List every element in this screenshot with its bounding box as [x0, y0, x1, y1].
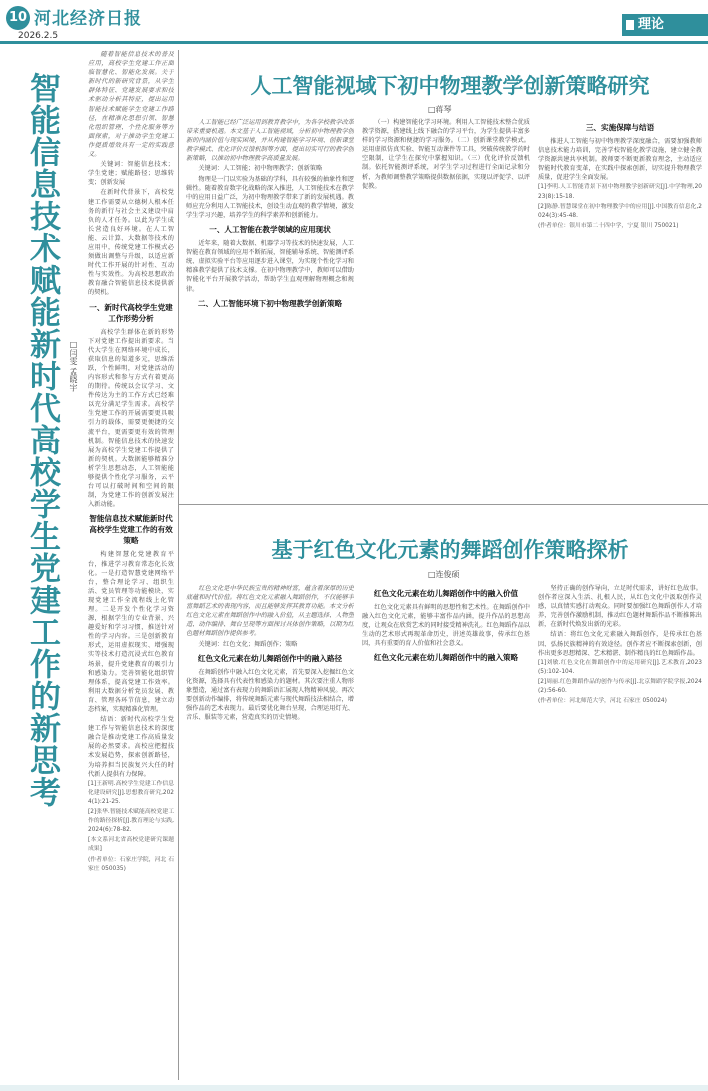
- left-ref-1: [1]王新明.高校学生党建工作信息化建设研究[J].思想教育研究,2024(1):21-25.: [88, 780, 174, 805]
- left-ref-3: [本文系河北省高校党建研究课题成果]: [88, 837, 174, 853]
- bottom-article-col2: [362, 584, 530, 1080]
- top-section1-title: 一、人工智能在教学领域的应用现状: [209, 225, 331, 235]
- bottom-article-col1: [186, 584, 354, 1080]
- top-section1-body: 近年来，随着大数据、机器学习等技术的快速发展，人工智能在教育领域的应用不断拓展，智能辅导系统、智能测评系统、虚拟实验平台等应用逐步进入课堂，为实现个性化学习和精准教学提供了技术支撑。在初中物理教学中，教师可以借助智能化平台开展教学活动，帮助学生直观理解物理概念和规律。: [186, 240, 354, 293]
- column-divider: [178, 50, 179, 1080]
- left-ref-2: [2]张华.智能技术赋能高校党建工作的路径探析[J].教育理论与实践,2024(6):78-82.: [88, 809, 174, 834]
- bottom-section3-title: 红色文化元素在幼儿舞蹈创作中的融入策略: [373, 653, 519, 663]
- top-ref-2: [2]陈静.智慧课堂在初中物理教学中的应用[J].中国教育信息化,2024(3):45-48.: [538, 203, 702, 219]
- bottom-section1-title: 红色文化元素在幼儿舞蹈创作中的融入价值: [373, 589, 519, 598]
- bottom-section2-title: 红色文化元素在幼儿舞蹈创作中的融入路径: [197, 653, 343, 663]
- left-article-author: □闫雯 孟晓宇: [69, 340, 78, 392]
- bottom-abstract: 红色文化是中华民族宝贵的精神财富，蕴含着深厚的历史底蕴和时代价值。将红色文化元素融入舞蹈创作，不仅能够丰富舞蹈艺术的表现内容，而且能够发挥其教育功能。本文分析红色文化元素在舞蹈创作中的融入价值，从主题选择、人物塑造、动作编排、舞台呈现等方面探讨具体创作策略，以期为红色题材舞蹈创作提供参考。: [186, 585, 354, 638]
- left-article-title: 智能信息技术赋能新时代高校学生党建工作的新思考: [24, 72, 60, 808]
- top-section2-title: 二、人工智能环境下初中物理教学创新策略: [197, 298, 343, 308]
- left-keywords: 关键词：智能信息技术；学生党建；赋能路径；思维转变；创新发展: [88, 161, 174, 187]
- bottom-section3-body: 坚持正确的创作导向，立足时代需求，讲好红色故事。创作者应深入生活、扎根人民，从红色文化中汲取创作灵感，以真情实感打动观众。同时要加强红色舞蹈创作人才培养，完善创作激励机制，推动红色题材舞蹈作品不断推陈出新，在新时代焕发出新的光彩。: [538, 585, 702, 629]
- left-intro: 在新时代背景下，高校党建工作需要从立德树人根本任务的新行与社会主义建设中肩负的人才任务。以此为学生成长营造良好环境。在人工智能、云计算、大数据等技术的应用中，传统党建工作模式必须做出调整与升级，以适应新时代工作开展的针对性、互动性与实效性。为高校思想政治教育融合智能信息技术提供新的契机。: [88, 189, 174, 297]
- top-article-title: 人工智能视域下初中物理教学创新策略研究: [250, 73, 650, 98]
- left-section1-title: 一、新时代高校学生党建工作形势分析: [89, 302, 173, 323]
- issue-date: 2026.2.5: [18, 31, 59, 41]
- top-keywords: 关键词：人工智能；初中物理教学；创新策略: [198, 165, 323, 173]
- left-ending: 结语：新时代高校学生党建工作与智能信息技术的深度融合是推动党建工作高质量发展的必然要求。高校应把握技术发展趋势，探索创新路径，为培养担当民族复兴大任的时代新人提供有力保障。: [88, 716, 174, 778]
- top-section3-title: 三、实施保障与结语: [585, 123, 655, 132]
- bottom-article-author: □连俊硕: [428, 570, 460, 579]
- bottom-article-col3: [538, 584, 702, 1080]
- top-article-col1: [186, 118, 354, 498]
- article-divider: [178, 504, 708, 505]
- page-number: 10: [6, 6, 30, 30]
- bottom-section1-body: 红色文化元素具有鲜明的思想性和艺术性。在舞蹈创作中融入红色文化元素，能够丰富作品内涵，提升作品的思想高度，让观众在欣赏艺术的同时接受精神洗礼。红色舞蹈作品以生动的艺术形式再现革命历史，讲述英雄故事，传承红色基因，具有重要的育人价值和社会意义。: [362, 604, 530, 648]
- left-section2-title: 智能信息技术赋能新时代高校学生党建工作的有效策略: [89, 514, 173, 546]
- masthead: 河北经济日报: [34, 9, 142, 29]
- top-intro: 物理是一门以实验为基础的学科，具有较强的抽象性和逻辑性。随着教育数字化战略的深入推进，人工智能技术在教学中的应用日益广泛，为初中物理教学带来了新的发展机遇。教师应充分利用人工智能技术，创设生动直观的教学情境，激发学生学习兴趣，培养学生的科学素养和创新能力。: [186, 175, 354, 219]
- bottom-article-title: 基于红色文化元素的舞蹈创作策略探析: [271, 537, 629, 562]
- left-article-col1: [88, 50, 174, 1080]
- top-ref-1: [1]李明.人工智能背景下初中物理教学创新研究[J].中学物理,2023(8):15-18.: [538, 184, 702, 200]
- top-article-col3: [538, 118, 702, 498]
- bottom-ending: 结语：将红色文化元素融入舞蹈创作，是传承红色基因、弘扬民族精神的有效途径。创作者应不断探索创新，创作出更多思想精深、艺术精湛、制作精良的红色舞蹈作品。: [538, 631, 702, 657]
- page-header: [0, 0, 708, 44]
- page-footer-band: [0, 1085, 708, 1091]
- bottom-ref-2: [2]周丽.红色舞蹈作品的创作与传承[J].北京舞蹈学院学报,2024(2):56-60.: [538, 678, 702, 695]
- top-section3-body: 推进人工智能与初中物理教学深度融合，需要加强教师信息技术能力培训，完善学校智能化教学设施，建立健全教学资源共建共享机制。教师要不断更新教育理念，主动适应智能时代教育变革，在实践中探索创新，切实提升物理教学质量，促进学生全面发展。: [538, 138, 702, 182]
- top-abstract: 人工智能已经广泛运用到教育教学中，为各学校教学改革带来重要机遇。本文基于人工智能视域，分析初中物理教学创新的内涵价值与现实困境，并从构建智能学习环境、创新课堂教学模式、优化评价反馈机制等方面，提出切实可行的教学创新策略，以推动初中物理教学高质量发展。: [186, 119, 354, 163]
- top-section2-body: （一）构建智能化学习环境。利用人工智能技术整合优质教学资源，搭建线上线下融合的学习平台，为学生提供丰富多样的学习资源和便捷的学习服务。（二）创新课堂教学模式。运用虚拟仿真实验、智能互动课件等工具，突破传统教学的时空限制，让学生在探究中掌握知识。（三）优化评价反馈机制。依托智能测评系统，对学生学习过程进行全面记录和分析，为教师调整教学策略提供数据依据，实现以评促学、以评促教。: [362, 119, 530, 190]
- left-section2-body: 构建智慧化党建教育平台，推进学习教育常态化长效化。一是打造智慧党建网络平台，整合理论学习、组织生活、党员管理等功能模块，实现党建工作全流程线上化管理。二是开发个性化学习资源，根据学生的专业背景、兴趣爱好和学习习惯，推送针对性的学习内容。三是创新教育形式，运用虚拟现实、增强现实等技术打造沉浸式红色教育场景，提升党建教育的吸引力和感染力。完善智能化组织管理体系，提高党建工作效率。利用大数据分析党员发展、教育、管理各环节信息，建立动态档案，实现精准化管理。: [88, 551, 174, 713]
- bottom-ref-3: (作者单位：河北师范大学，河北 石家庄 050024): [538, 698, 667, 705]
- top-article-author: □蒋琴: [428, 105, 452, 114]
- left-abstract: 随着智能信息技术的普及应用，高校学生党建工作正面临智慧化、智能化发展。关于新时代的新研究背景，从学生群体特征、党建发展要求和技术驱动分析其特征，提出运用智能技术赋能学生党建工作路径，在精准化思想引领、智慧化组织管理、个性化服务等方面探索，对于推动学生党建工作提质增效具有一定的实践意义。: [88, 51, 174, 159]
- bottom-keywords: 关键词：红色文化；舞蹈创作；策略: [198, 640, 298, 648]
- left-ref-4: (作者单位：石家庄学院，河北 石家庄 050035): [88, 856, 174, 872]
- left-section1-body: 高校学生群体在新的形势下对党建工作提出新要求。当代大学生在网络环境中成长，获取信息的渠道多元，思维活跃，个性鲜明，对党建活动的内容形式和参与方式有着更高的期待。传统以会议学习、文件传达为主的工作方式已经难以充分满足学生需求。高校学生党建工作的开展需要更具吸引力的载体，需要更便捷的交流平台，更需要更有效的管理机制。智能信息技术的快速发展为高校学生党建工作提供了新的契机。大数据能够精准分析学生思想动态，人工智能能够提供个性化学习服务，云平台可以打破时间和空间的限制，为党建工作的创新发展注入新动能。: [88, 328, 174, 509]
- section-label: 理论: [622, 14, 708, 36]
- top-article-col2: [362, 118, 530, 498]
- bottom-section2-body: 在舞蹈创作中融入红色文化元素，首先要深入挖掘红色文化资源，选择具有代表性和感染力的题材。其次要注重人物形象塑造，通过富有表现力的舞蹈语汇展现人物精神风貌。再次要创新动作编排，将传统舞蹈元素与现代舞蹈技法相结合，增强作品的艺术表现力。最后要优化舞台呈现，合理运用灯光、音乐、服装等元素，营造真实的历史情境。: [186, 668, 354, 722]
- top-ref-3: (作者单位：银川市第二十四中学，宁夏 银川 750021): [538, 222, 679, 229]
- bottom-ref-1: [1]刘敏.红色文化在舞蹈创作中的运用研究[J].艺术教育,2023(5):102-104.: [538, 659, 702, 675]
